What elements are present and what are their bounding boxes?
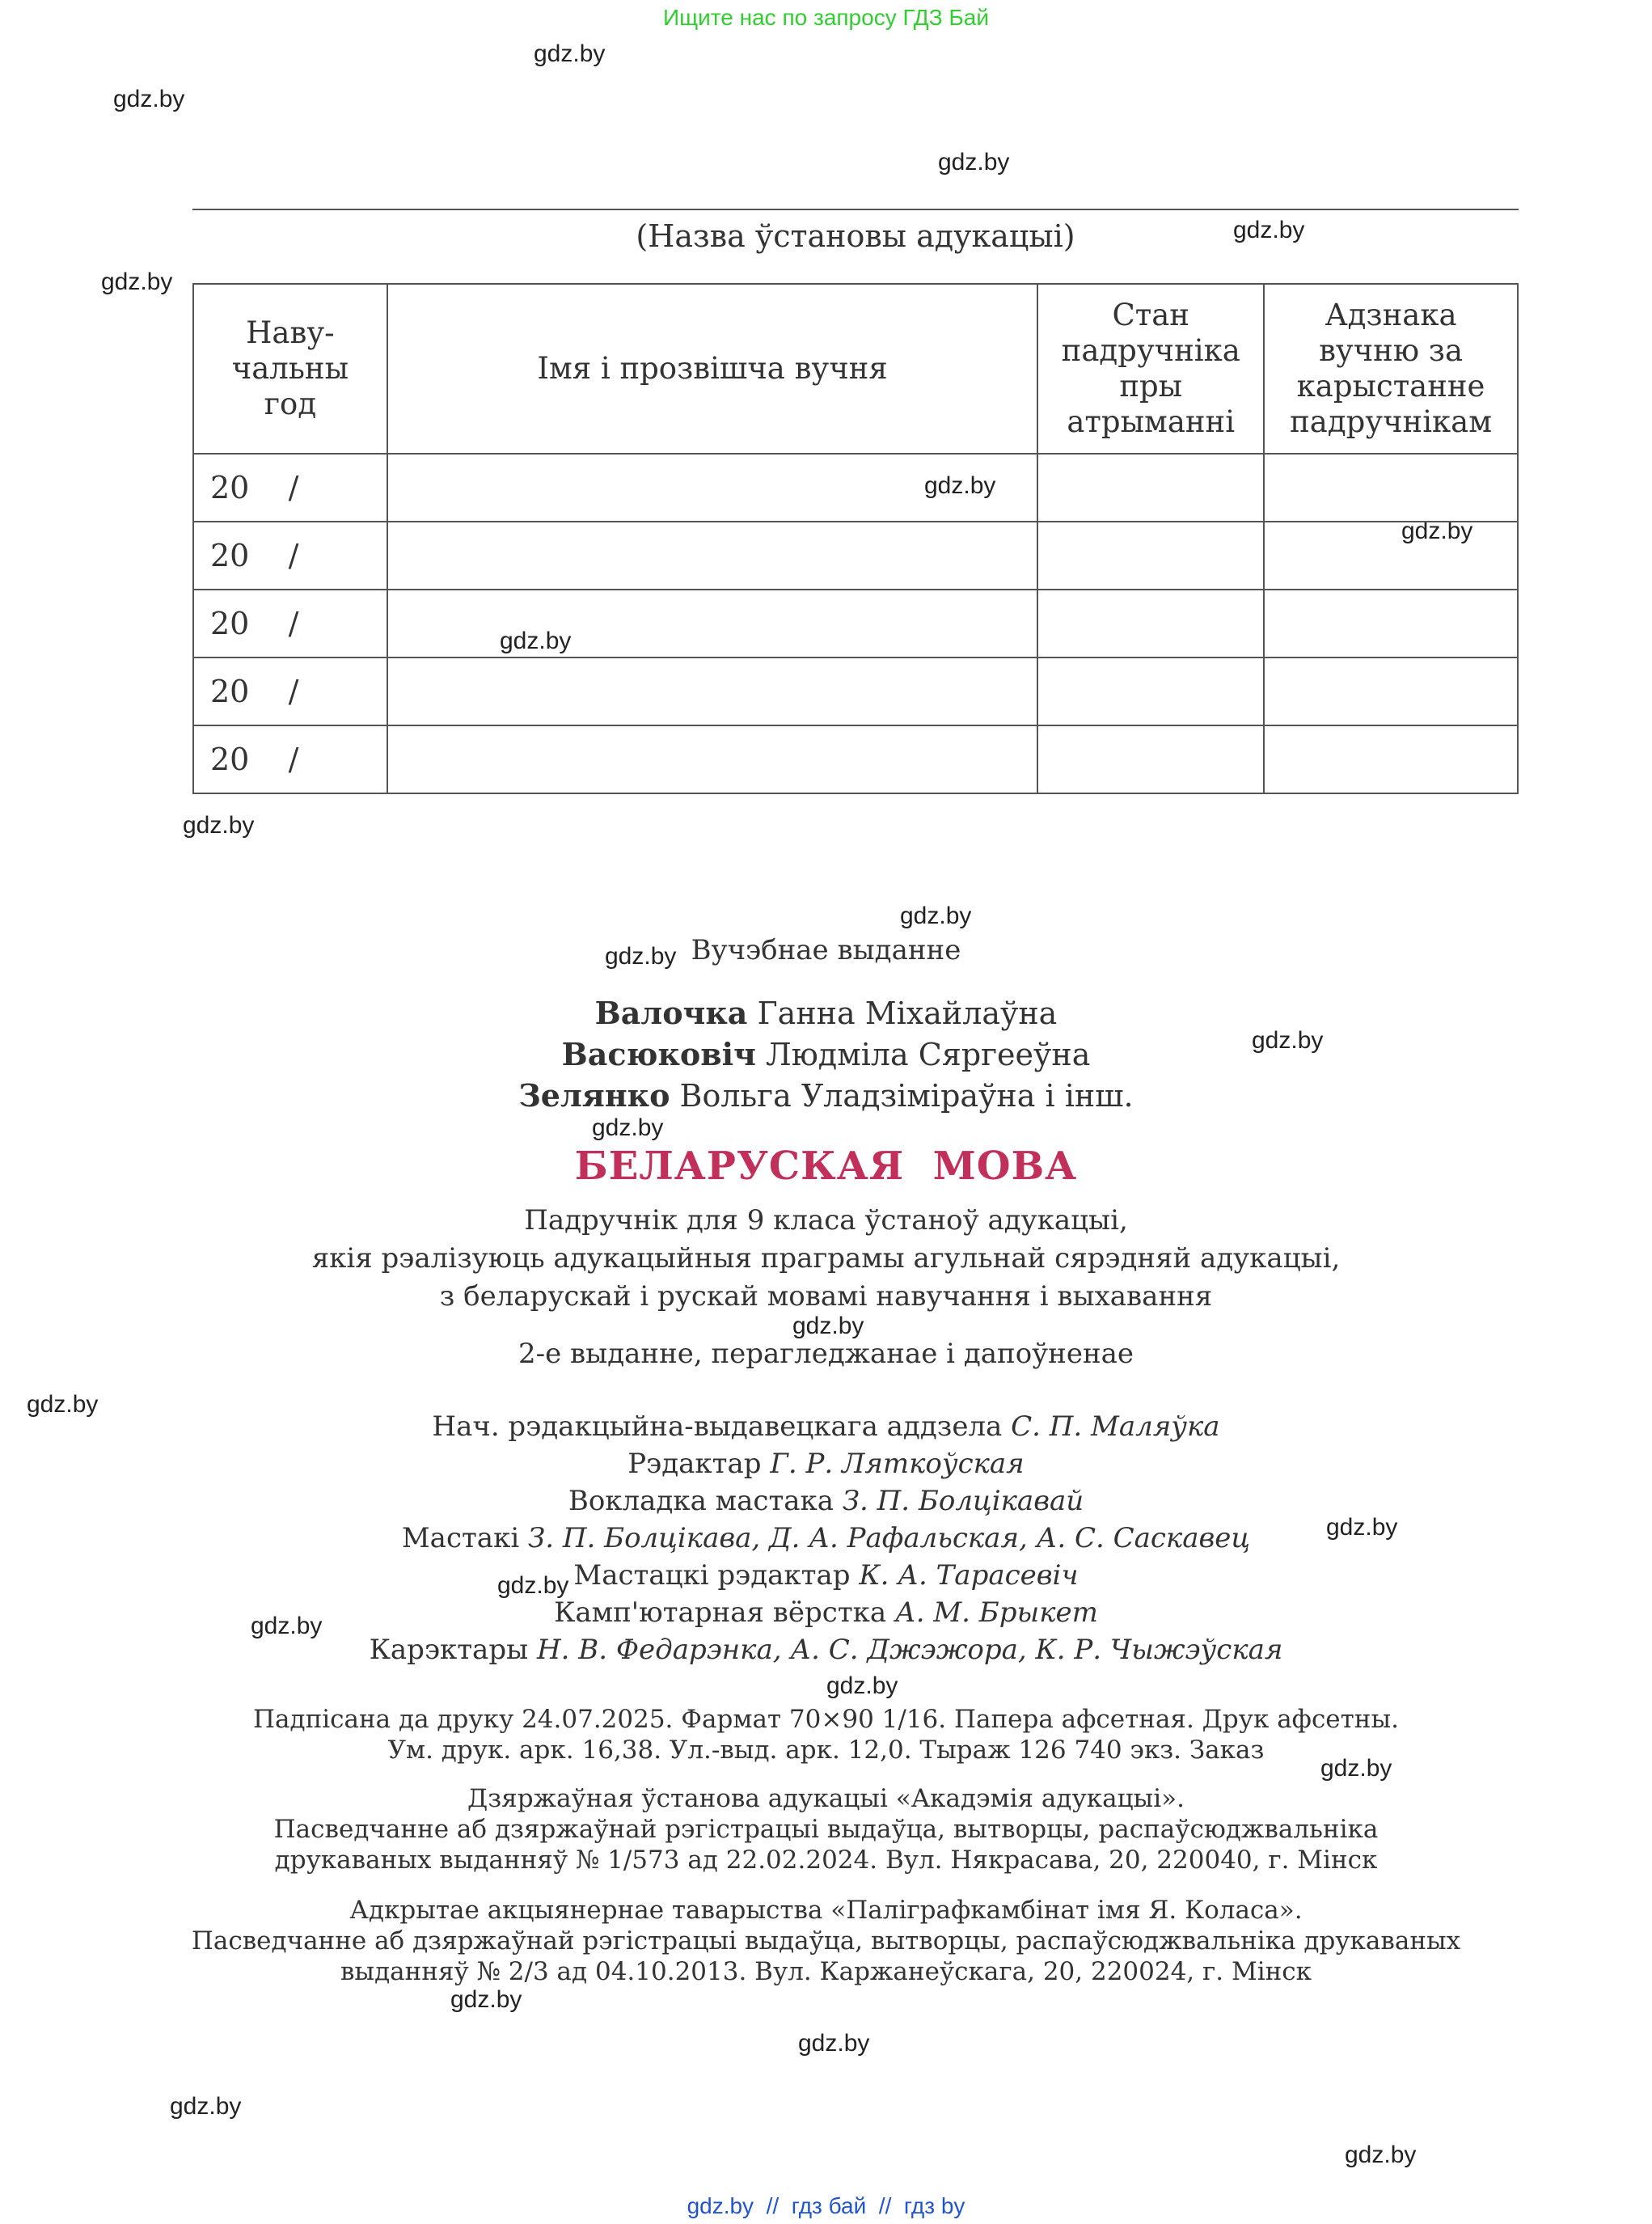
subtitle-line: з беларускай і рускай мовамі навучання і выхавання <box>439 1280 1213 1313</box>
publisher-line: Пасведчанне аб дзяржаўнай рэгістрацыі выдаўца, вытворцы, распаўсюджвальніка <box>273 1815 1379 1844</box>
author-surname: Зелянко <box>518 1077 670 1114</box>
credit-line: Мастакі З. П. Болцікава, Д. А. Рафальская, А. С. Саскавец <box>401 1522 1251 1554</box>
author-name: Ганна Міхайлаўна <box>757 996 1058 1031</box>
watermark: gdz.by <box>534 40 606 67</box>
watermark: gdz.by <box>113 86 185 112</box>
table-row <box>193 725 1518 793</box>
credit-line: Карэктары Н. В. Федарэнка, А. С. Джэжора, К. Р. Чыжэўская <box>369 1634 1283 1666</box>
edition-note: 2-е выданне, перагледжанае і дапоўненае <box>518 1338 1134 1370</box>
credit-line: Мастацкі рэдактар К. А. Тарасевіч <box>573 1559 1079 1592</box>
year-cell: 20 / <box>193 657 387 725</box>
header-book-condition: Стан падручніка пры атрыманні <box>1037 284 1264 454</box>
author-line <box>0 1036 1652 1074</box>
author-surname: Валочка <box>594 995 748 1031</box>
watermark: gdz.by <box>798 2030 870 2057</box>
watermark: gdz.by <box>497 1572 569 1599</box>
table-row <box>193 657 1518 725</box>
watermark: gdz.by <box>27 1391 99 1418</box>
watermark: gdz.by <box>826 1672 898 1699</box>
watermark: gdz.by <box>792 1313 864 1339</box>
grade-cell <box>1264 657 1518 725</box>
name-cell <box>387 725 1038 793</box>
watermark: gdz.by <box>500 628 572 654</box>
watermark: gdz.by <box>1345 2142 1417 2168</box>
condition-cell <box>1037 725 1264 793</box>
watermark: gdz.by <box>900 903 972 929</box>
institution-caption: (Назва ўстановы адукацыі) <box>636 218 1075 254</box>
name-cell <box>387 454 1038 522</box>
watermark: gdz.by <box>1252 1027 1324 1054</box>
subtitle-line: якія рэалізуюць адукацыйныя праграмы агульнай сярэдняй адукацыі, <box>311 1242 1341 1275</box>
watermark: gdz.by <box>924 472 996 499</box>
name-cell <box>387 657 1038 725</box>
watermark: gdz.by <box>938 149 1010 175</box>
watermark: gdz.by <box>1401 518 1473 544</box>
printer-line: Пасведчанне аб дзяржаўнай рэгістрацыі выдаўца, вытворцы, распаўсюджвальніка друкаваных <box>191 1926 1461 1956</box>
edition-type: Вучэбнае выданне <box>691 934 961 966</box>
book-title: БЕЛАРУСКАЯ МОВА <box>574 1144 1078 1189</box>
watermark: gdz.by <box>183 812 255 839</box>
printer-line: Адкрытае акцыянернае таварыства «Паліграфкамбінат імя Я. Коласа». <box>349 1896 1303 1925</box>
footer-links[interactable]: gdz.by // гдз бай // гдз by <box>687 2193 965 2218</box>
condition-cell <box>1037 657 1264 725</box>
condition-cell <box>1037 590 1264 657</box>
grade-cell <box>1264 454 1518 522</box>
institution-line <box>192 209 1519 210</box>
publisher-line: друкаваных выданняў № 1/573 ад 22.02.2024. Вул. Някрасава, 20, 220040, г. Мінск <box>274 1846 1378 1875</box>
year-cell: 20 / <box>193 454 387 522</box>
credit-line: Рэдактар Г. Р. Ляткоўская <box>627 1448 1025 1480</box>
year-cell: 20 / <box>193 590 387 657</box>
search-hint: Ищите нас по запросу ГДЗ Бай <box>662 5 990 30</box>
header-school-year: Наву- чальны год <box>193 284 387 454</box>
textbook-register-table <box>192 283 1519 794</box>
author-surname: Васюковіч <box>561 1036 756 1072</box>
table-header-row <box>193 284 1518 454</box>
grade-cell <box>1264 725 1518 793</box>
grade-cell <box>1264 522 1518 590</box>
year-cell: 20 / <box>193 522 387 590</box>
name-cell <box>387 590 1038 657</box>
watermark: gdz.by <box>101 268 173 295</box>
watermark: gdz.by <box>1233 217 1305 243</box>
watermark: gdz.by <box>1320 1755 1392 1782</box>
watermark: gdz.by <box>1326 1514 1398 1541</box>
credit-line: Камп'ютарная вёрстка А. М. Брыкет <box>554 1596 1098 1629</box>
print-info-line: Падпісана да друку 24.07.2025. Фармат 70×90 1/16. Папера афсетная. Друк афсетны. <box>252 1705 1399 1734</box>
year-cell: 20 / <box>193 725 387 793</box>
header-student-grade: Адзнака вучню за карыстанне падручнікам <box>1264 284 1518 454</box>
header-student-name: Імя і прозвішча вучня <box>387 284 1038 454</box>
credit-line: Вокладка мастака З. П. Болцікавай <box>568 1485 1084 1517</box>
author-name: Вольга Уладзіміраўна і інш. <box>679 1078 1134 1114</box>
watermark: gdz.by <box>170 2093 242 2120</box>
print-info-line: Ум. друк. арк. 16,38. Ул.-выд. арк. 12,0. Тыраж 126 740 экз. Заказ <box>387 1736 1265 1765</box>
credit-line: Нач. рэдакцыйна-выдавецкага аддзела С. П. Маляўка <box>432 1410 1220 1443</box>
condition-cell <box>1037 454 1264 522</box>
printer-line: выданняў № 2/3 ад 04.10.2013. Вул. Каржанеўскага, 20, 220024, г. Мінск <box>340 1957 1312 1986</box>
watermark: gdz.by <box>251 1613 323 1639</box>
watermark: gdz.by <box>605 943 677 970</box>
name-cell <box>387 522 1038 590</box>
table-row <box>193 522 1518 590</box>
subtitle-line: Падручнік для 9 класа ўстаноў адукацыі, <box>524 1204 1128 1237</box>
author-line <box>0 1077 1652 1115</box>
watermark: gdz.by <box>450 1986 522 2013</box>
author-name: Людміла Сяргееўна <box>766 1037 1091 1072</box>
watermark: gdz.by <box>592 1114 664 1141</box>
condition-cell <box>1037 522 1264 590</box>
grade-cell <box>1264 590 1518 657</box>
table-row <box>193 454 1518 522</box>
author-line <box>0 995 1652 1033</box>
table-row <box>193 590 1518 657</box>
publisher-line: Дзяржаўная ўстанова адукацыі «Акадэмія адукацыі». <box>467 1784 1185 1813</box>
